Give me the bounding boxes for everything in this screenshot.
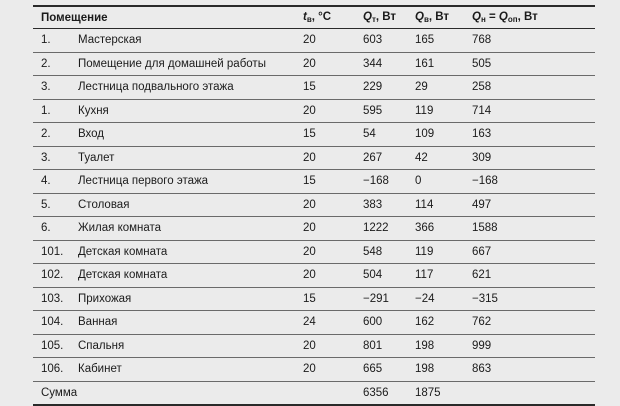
- transmission-loss-cell: 383: [355, 193, 407, 217]
- row-number: 102.: [41, 269, 64, 282]
- room-cell: [33, 334, 295, 358]
- total-loss-cell: 768: [464, 29, 595, 53]
- table-row: [33, 311, 595, 335]
- temperature-cell: 15: [295, 287, 355, 311]
- temperature-cell: 20: [295, 29, 355, 53]
- row-number: 101.: [41, 245, 64, 258]
- room-name: Ванная: [78, 316, 118, 329]
- table-body: [33, 29, 595, 406]
- row-number: 2.: [41, 57, 51, 70]
- transmission-loss-cell: 267: [355, 146, 407, 170]
- row-number: 3.: [41, 151, 51, 164]
- room-name: Лестница подвального этажа: [78, 81, 234, 94]
- transmission-loss-cell: 603: [355, 29, 407, 53]
- ventilation-loss-cell: 42: [407, 146, 464, 170]
- total-ventilation-loss: 1875: [407, 381, 464, 405]
- temperature-cell: 20: [295, 99, 355, 123]
- transmission-loss-cell: −168: [355, 170, 407, 194]
- room-cell: [33, 311, 295, 335]
- total-loss-cell: 621: [464, 264, 595, 288]
- header-room: Помещение: [33, 6, 295, 29]
- header-transmission-loss: $Q_т$, Вт: [355, 6, 407, 29]
- row-number: 106.: [41, 363, 64, 376]
- total-loss-cell: 999: [464, 334, 595, 358]
- room-cell: [33, 99, 295, 123]
- row-number: 3.: [41, 81, 51, 94]
- room-cell: [33, 240, 295, 264]
- room-cell: [33, 193, 295, 217]
- ventilation-loss-cell: 162: [407, 311, 464, 335]
- table-row: [33, 358, 595, 382]
- row-number: 103.: [41, 292, 64, 305]
- header-ventilation-loss: $Q_в$, Вт: [407, 6, 464, 29]
- header-temperature: $t_в$, °C: [295, 6, 355, 29]
- row-number: 2.: [41, 128, 51, 141]
- total-transmission-loss: 6356: [355, 381, 407, 405]
- room-cell: [33, 217, 295, 241]
- table-row: [33, 334, 595, 358]
- ventilation-loss-cell: 165: [407, 29, 464, 53]
- table-row: [33, 193, 595, 217]
- temperature-cell: 15: [295, 170, 355, 194]
- ventilation-loss-cell: 198: [407, 334, 464, 358]
- room-cell: [33, 29, 295, 53]
- ventilation-loss-cell: 161: [407, 52, 464, 76]
- temperature-cell: 20: [295, 52, 355, 76]
- table-row: [33, 240, 595, 264]
- table-row: [33, 217, 595, 241]
- temperature-cell: 20: [295, 240, 355, 264]
- total-row: [33, 381, 595, 405]
- total-loss-cell: 762: [464, 311, 595, 335]
- room-cell: [33, 146, 295, 170]
- table-row: [33, 99, 595, 123]
- total-loss-cell: 505: [464, 52, 595, 76]
- total-loss-cell: 258: [464, 76, 595, 100]
- transmission-loss-cell: 665: [355, 358, 407, 382]
- temperature-cell: 20: [295, 146, 355, 170]
- ventilation-loss-cell: 117: [407, 264, 464, 288]
- table-row: [33, 76, 595, 100]
- table-row: [33, 52, 595, 76]
- room-name: Спальня: [78, 339, 125, 352]
- total-loss-cell: −315: [464, 287, 595, 311]
- table-row: [33, 29, 595, 53]
- room-cell: [33, 52, 295, 76]
- table-row: [33, 146, 595, 170]
- room-name: Кухня: [78, 104, 109, 117]
- room-name: Столовая: [78, 198, 130, 211]
- room-cell: [33, 170, 295, 194]
- ventilation-loss-cell: −24: [407, 287, 464, 311]
- room-cell: [33, 123, 295, 147]
- heat-loss-table: [33, 5, 595, 406]
- total-loss-cell: 863: [464, 358, 595, 382]
- total-loss-cell: −168: [464, 170, 595, 194]
- transmission-loss-cell: 600: [355, 311, 407, 335]
- table-row: [33, 287, 595, 311]
- ventilation-loss-cell: 0: [407, 170, 464, 194]
- ventilation-loss-cell: 114: [407, 193, 464, 217]
- temperature-cell: 24: [295, 311, 355, 335]
- transmission-loss-cell: 54: [355, 123, 407, 147]
- row-number: 1.: [41, 34, 51, 47]
- room-name: Лестница первого этажа: [78, 175, 209, 188]
- total-loss-cell: 714: [464, 99, 595, 123]
- total-temperature-cell: [295, 381, 355, 405]
- temperature-cell: 20: [295, 334, 355, 358]
- room-name: Вход: [78, 128, 105, 141]
- total-loss-cell: 163: [464, 123, 595, 147]
- total-total-loss-cell: [464, 381, 595, 405]
- total-loss-cell: 1588: [464, 217, 595, 241]
- row-number: 105.: [41, 339, 64, 352]
- transmission-loss-cell: 548: [355, 240, 407, 264]
- row-number: 5.: [41, 198, 51, 211]
- header-row: [33, 6, 595, 29]
- total-loss-cell: 667: [464, 240, 595, 264]
- transmission-loss-cell: 1222: [355, 217, 407, 241]
- transmission-loss-cell: −291: [355, 287, 407, 311]
- table-row: [33, 170, 595, 194]
- transmission-loss-cell: 344: [355, 52, 407, 76]
- room-cell: [33, 264, 295, 288]
- ventilation-loss-cell: 119: [407, 240, 464, 264]
- room-name: Детская комната: [78, 245, 168, 258]
- table-row: [33, 264, 595, 288]
- total-loss-cell: 309: [464, 146, 595, 170]
- row-number: 4.: [41, 175, 51, 188]
- room-name: Помещение для домашней работы: [78, 57, 266, 70]
- temperature-cell: 20: [295, 264, 355, 288]
- transmission-loss-cell: 801: [355, 334, 407, 358]
- room-name: Детская комната: [78, 269, 168, 282]
- transmission-loss-cell: 595: [355, 99, 407, 123]
- ventilation-loss-cell: 109: [407, 123, 464, 147]
- row-number: 1.: [41, 104, 51, 117]
- row-number: 104.: [41, 316, 64, 329]
- temperature-cell: 20: [295, 358, 355, 382]
- temperature-cell: 20: [295, 193, 355, 217]
- temperature-cell: 15: [295, 76, 355, 100]
- temperature-cell: 20: [295, 217, 355, 241]
- header-total-loss: $Q_н = Q_{оп}$, Вт: [464, 6, 595, 29]
- room-name: Туалет: [78, 151, 115, 164]
- row-number: 6.: [41, 222, 51, 235]
- ventilation-loss-cell: 29: [407, 76, 464, 100]
- table-row: [33, 123, 595, 147]
- transmission-loss-cell: 229: [355, 76, 407, 100]
- room-cell: [33, 76, 295, 100]
- total-loss-cell: 497: [464, 193, 595, 217]
- room-name: Мастерская: [78, 34, 142, 47]
- room-name: Жилая комната: [78, 222, 162, 235]
- ventilation-loss-cell: 198: [407, 358, 464, 382]
- room-name: Кабинет: [78, 363, 122, 376]
- room-cell: [33, 287, 295, 311]
- transmission-loss-cell: 504: [355, 264, 407, 288]
- temperature-cell: 15: [295, 123, 355, 147]
- room-cell: [33, 358, 295, 382]
- room-name: Прихожая: [78, 292, 132, 305]
- ventilation-loss-cell: 119: [407, 99, 464, 123]
- ventilation-loss-cell: 366: [407, 217, 464, 241]
- total-label: Сумма: [33, 381, 295, 405]
